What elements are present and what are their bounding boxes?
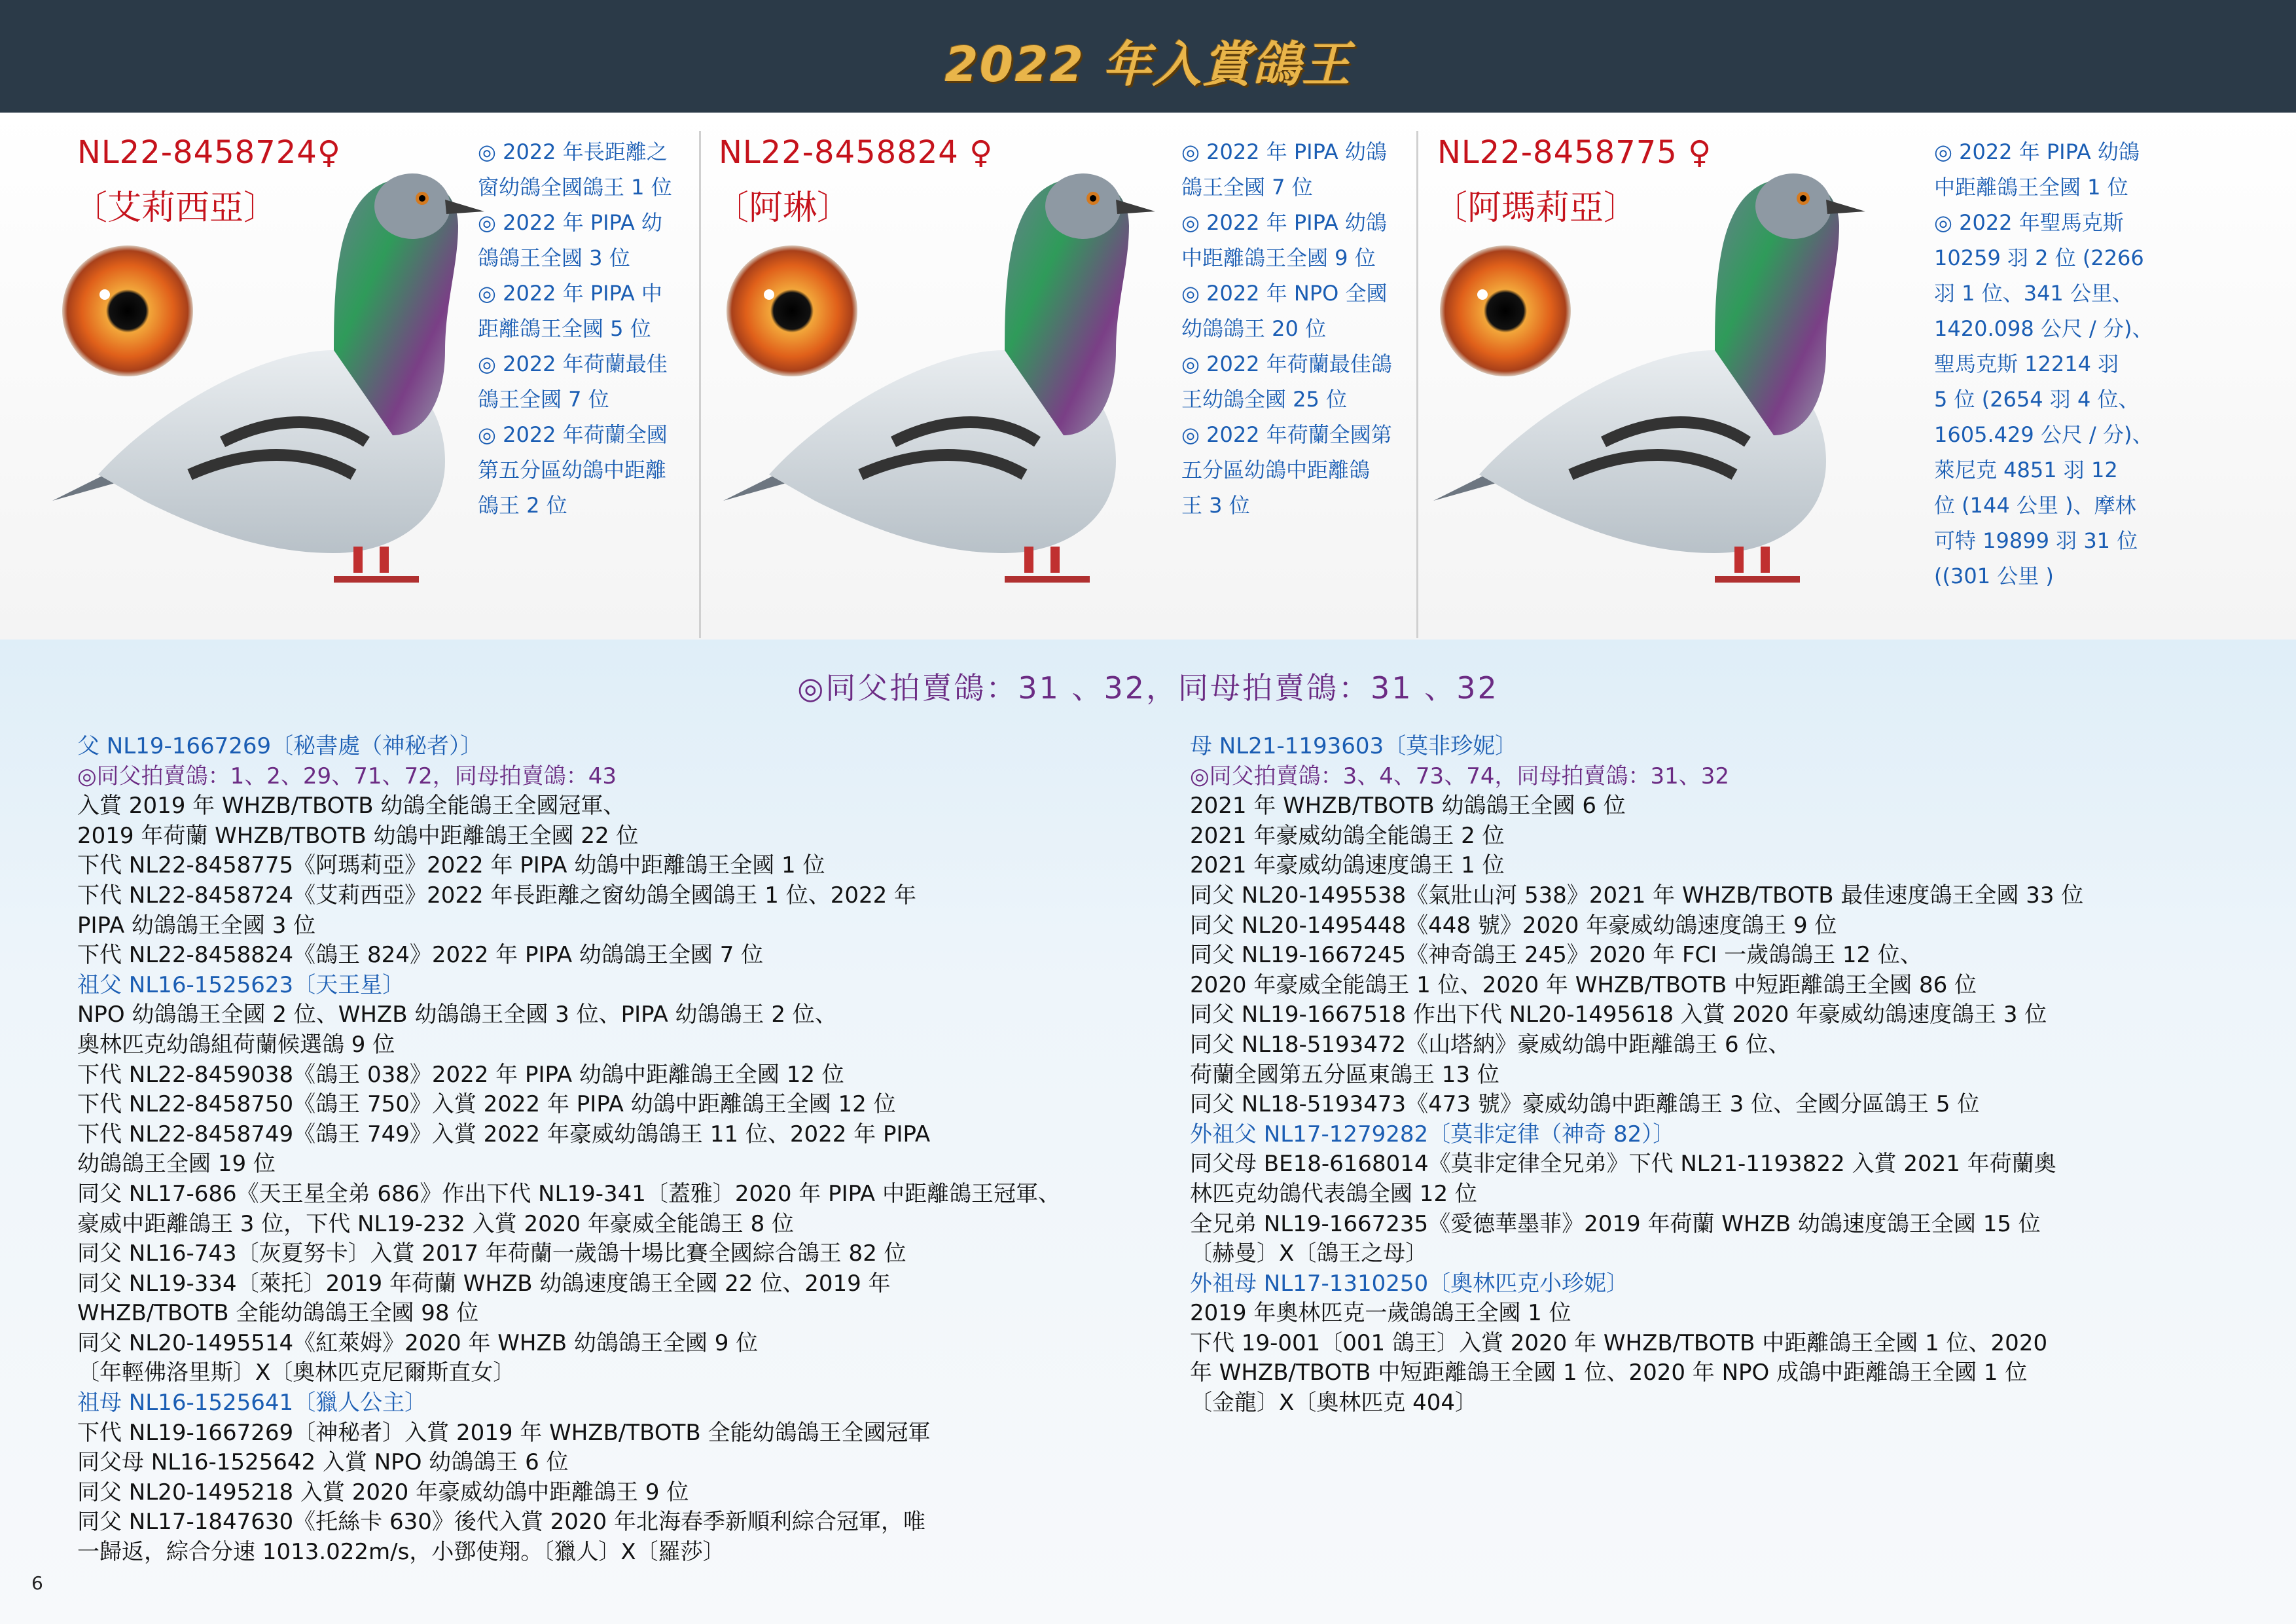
pedigree-line: 一歸返，綜合分速 1013.022m/s，小鄧使翔。〔獵人〕X〔羅莎〕 bbox=[77, 1539, 725, 1566]
pedigree-line: 林匹克幼鴿代表鴿全國 12 位 bbox=[1190, 1180, 1477, 1207]
auction-line: ◎同父拍賣鴿：31 、32，同母拍賣鴿：31 、32 bbox=[797, 670, 1499, 706]
pedigree-line: 同父 NL17-686《天王星全弟 686》作出下代 NL19-341〔蓋雅〕2020 年 PIPA 中距離鴿王冠軍、 bbox=[77, 1180, 1060, 1207]
pedigree-line: 豪威中距離鴿王 3 位，下代 NL19-232 入賞 2020 年豪威全能鴿王 8 位 bbox=[77, 1210, 795, 1237]
award-list bbox=[1934, 134, 2153, 594]
award-line: ((301 公里 ) bbox=[1934, 564, 2054, 588]
award-line: 第五分區幼鴿中距離 bbox=[478, 458, 667, 482]
pedigree-line: 同父 NL20-1495538《氣壯山河 538》2021 年 WHZB/TBOTB 最佳速度鴿王全國 33 位 bbox=[1190, 882, 2084, 909]
pigeon-name: 〔阿瑪莉亞〕 bbox=[1433, 189, 1638, 228]
award-line: 鴿王全國 7 位 bbox=[1181, 175, 1313, 200]
pigeon-name: 〔阿琳〕 bbox=[715, 189, 852, 228]
pedigree-line: 下代 NL22-8458749《鴿王 749》入賞 2022 年豪威幼鴿鴿王 11 位、2022 年 PIPA bbox=[77, 1121, 931, 1147]
award-line: 5 位 (2654 羽 4 位、 bbox=[1934, 387, 2140, 412]
pedigree-line: 下代 NL22-8458750《鴿王 750》入賞 2022 年 PIPA 幼鴿中距離鴿王全國 12 位 bbox=[77, 1091, 896, 1118]
award-list bbox=[1181, 134, 1392, 523]
auction-note: ◎同父拍賣鴿：1、2、29、71、72，同母拍賣鴿：43 bbox=[77, 763, 617, 789]
eye-image bbox=[1437, 242, 1574, 382]
award-line: ◎ 2022 年 PIPA 中 bbox=[478, 281, 662, 306]
pedigree-line: WHZB/TBOTB 全能幼鴿鴿王全國 98 位 bbox=[77, 1300, 479, 1327]
award-line: 中距離鴿王全國 1 位 bbox=[1934, 175, 2128, 200]
award-line: 1605.429 公尺 / 分)、 bbox=[1934, 422, 2153, 447]
award-line: ◎ 2022 年聖馬克斯 bbox=[1934, 210, 2124, 235]
pedigree-line: 同父母 BE18-6168014《莫非定律全兄弟》下代 NL21-1193822 入賞 2021 年荷蘭奧 bbox=[1190, 1151, 2056, 1178]
pedigree-line: 〔赫曼〕X〔鴿王之母〕 bbox=[1190, 1240, 1428, 1267]
award-line: ◎ 2022 年荷蘭最佳鴿 bbox=[1181, 352, 1392, 376]
ring-number: NL22-8458824 ♀ bbox=[719, 134, 994, 171]
ring-number: NL22-8458724♀ bbox=[77, 134, 341, 171]
auction-note: ◎同父拍賣鴿：3、4、73、74，同母拍賣鴿：31、32 bbox=[1190, 763, 1729, 789]
pedigree-line: 同父 NL19-1667518 作出下代 NL20-1495618 入賞 2020 年豪威幼鴿速度鴿王 3 位 bbox=[1190, 1001, 2047, 1028]
pedigree-line: 下代 NL22-8458824《鴿王 824》2022 年 PIPA 幼鴿鴿王全國 7 位 bbox=[77, 942, 764, 969]
pedigree-line: 下代 NL22-8458724《艾莉西亞》2022 年長距離之窗幼鴿全國鴿王 1 位、2022 年 bbox=[77, 882, 917, 909]
pedigree-line: 同父 NL19-1667245《神奇鴿王 245》2020 年 FCI 一歲鴿鴿王 12 位、 bbox=[1190, 942, 1922, 969]
award-line: ◎ 2022 年 NPO 全國 bbox=[1181, 281, 1388, 306]
award-line: 位 (144 公里 )、摩林 bbox=[1934, 493, 2136, 518]
pedigree-line: 下代 NL19-1667269〔神秘者〕入賞 2019 年 WHZB/TBOTB 全能幼鴿鴿王全國冠軍 bbox=[77, 1419, 931, 1446]
page-number: 6 bbox=[31, 1572, 43, 1594]
pedigree-line: 同父母 NL16-1525642 入賞 NPO 幼鴿鴿王 6 位 bbox=[77, 1449, 569, 1476]
pedigree-line: 同父 NL18-5193473《473 號》豪威幼鴿中距離鴿王 3 位、全國分區鴿王 5 位 bbox=[1190, 1091, 1980, 1118]
award-line: 鴿鴿王全國 3 位 bbox=[478, 245, 630, 270]
award-line: ◎ 2022 年 PIPA 幼 bbox=[478, 210, 662, 235]
page-title: 2022 年入賞鴿王 bbox=[944, 37, 1352, 93]
pedigree-line: 2021 年 WHZB/TBOTB 幼鴿鴿王全國 6 位 bbox=[1190, 793, 1626, 820]
ancestor-heading: 外祖母 NL17-1310250〔奧林匹克小珍妮〕 bbox=[1190, 1270, 1629, 1297]
pedigree-line: 〔年輕佛洛里斯〕X〔奧林匹克尼爾斯直女〕 bbox=[77, 1360, 516, 1386]
pigeon-name: 〔艾莉西亞〕 bbox=[73, 189, 278, 228]
pedigree-line: 幼鴿鴿王全國 19 位 bbox=[77, 1151, 276, 1178]
award-line: 五分區幼鴿中距離鴿 bbox=[1181, 458, 1371, 482]
award-line: ◎ 2022 年荷蘭全國 bbox=[478, 422, 668, 447]
eye-image bbox=[59, 242, 196, 382]
award-list bbox=[478, 134, 672, 523]
award-line: ◎ 2022 年 PIPA 幼鴿 bbox=[1181, 210, 1387, 235]
pedigree-line: 同父 NL19-334〔萊托〕2019 年荷蘭 WHZB 幼鴿速度鴿王全國 22 位、2019 年 bbox=[77, 1270, 891, 1297]
award-line: 聖馬克斯 12214 羽 bbox=[1934, 352, 2119, 376]
pedigree-line: NPO 幼鴿鴿王全國 2 位、WHZB 幼鴿鴿王全國 3 位、PIPA 幼鴿鴿王 2 位、 bbox=[77, 1001, 837, 1028]
ancestor-heading: 外祖父 NL17-1279282〔莫非定律（神奇 82）〕 bbox=[1190, 1121, 1676, 1147]
pedigree-line: 下代 19-001〔001 鴿王〕入賞 2020 年 WHZB/TBOTB 中距離鴿王全國 1 位、2020 bbox=[1190, 1329, 2048, 1356]
award-line: ◎ 2022 年 PIPA 幼鴿 bbox=[1934, 139, 2140, 164]
pedigree-line: 同父 NL20-1495448《448 號》2020 年豪威幼鴿速度鴿王 9 位 bbox=[1190, 912, 1837, 939]
pedigree-line: 下代 NL22-8458775《阿瑪莉亞》2022 年 PIPA 幼鴿中距離鴿王全國 1 位 bbox=[77, 852, 825, 879]
pedigree-line: 同父 NL17-1847630《托絲卡 630》後代入賞 2020 年北海春季新順利綜合冠軍，唯 bbox=[77, 1509, 925, 1536]
pedigree-line: 2020 年豪威全能鴿王 1 位、2020 年 WHZB/TBOTB 中短距離鴿王全國 86 位 bbox=[1190, 971, 1977, 998]
pedigree-line: 同父 NL16-743〔灰夏努卡〕入賞 2017 年荷蘭一歲鴿十場比賽全國綜合鴿王 82 位 bbox=[77, 1240, 906, 1267]
pedigree-line: 年 WHZB/TBOTB 中短距離鴿王全國 1 位、2020 年 NPO 成鴿中距離鴿王全國 1 位 bbox=[1190, 1360, 2028, 1386]
pedigree-line: 全兄弟 NL19-1667235《愛德華墨菲》2019 年荷蘭 WHZB 幼鴿速度鴿王全國 15 位 bbox=[1190, 1210, 2041, 1237]
pedigree-line: 2021 年豪威幼鴿速度鴿王 1 位 bbox=[1190, 852, 1505, 879]
award-line: ◎ 2022 年長距離之 bbox=[478, 139, 668, 164]
award-line: 距離鴿王全國 5 位 bbox=[478, 316, 651, 341]
award-line: 鴿王全國 7 位 bbox=[478, 387, 609, 412]
award-line: 王幼鴿全國 25 位 bbox=[1181, 387, 1348, 412]
pedigree-line: 入賞 2019 年 WHZB/TBOTB 幼鴿全能鴿王全國冠軍、 bbox=[77, 793, 626, 820]
pedigree-line: 同父 NL20-1495218 入賞 2020 年豪威幼鴿中距離鴿王 9 位 bbox=[77, 1479, 689, 1506]
ancestor-heading: 父 NL19-1667269〔秘書處（神秘者）〕 bbox=[77, 733, 483, 759]
sire-pedigree-column bbox=[77, 732, 1060, 1568]
ancestor-heading: 母 NL21-1193603〔莫非珍妮〕 bbox=[1190, 733, 1518, 759]
ancestor-heading: 祖母 NL16-1525641〔獵人公主〕 bbox=[77, 1390, 427, 1416]
pedigree-line: 2021 年豪威幼鴿全能鴿王 2 位 bbox=[1190, 822, 1505, 849]
dam-pedigree-column bbox=[1190, 732, 2083, 1418]
award-line: 幼鴿鴿王 20 位 bbox=[1181, 316, 1327, 341]
ancestor-heading: 祖父 NL16-1525623〔天王星〕 bbox=[77, 971, 405, 998]
pedigree-line: 奧林匹克幼鴿組荷蘭候選鴿 9 位 bbox=[77, 1031, 395, 1058]
award-line: 窗幼鴿全國鴿王 1 位 bbox=[478, 175, 672, 200]
pedigree-line: 〔金龍〕X〔奧林匹克 404〕 bbox=[1190, 1390, 1477, 1416]
pedigree-line: 2019 年荷蘭 WHZB/TBOTB 幼鴿中距離鴿王全國 22 位 bbox=[77, 822, 639, 849]
award-line: 萊尼克 4851 羽 12 bbox=[1934, 458, 2118, 482]
award-line: 鴿王 2 位 bbox=[478, 493, 567, 518]
award-line: ◎ 2022 年 PIPA 幼鴿 bbox=[1181, 139, 1387, 164]
pedigree-line: 荷蘭全國第五分區東鴿王 13 位 bbox=[1190, 1061, 1499, 1088]
award-line: 王 3 位 bbox=[1181, 493, 1250, 518]
award-line: 可特 19899 羽 31 位 bbox=[1934, 528, 2138, 553]
pedigree-line: 同父 NL18-5193472《山塔納》豪威幼鴿中距離鴿王 6 位、 bbox=[1190, 1031, 1791, 1058]
award-line: 1420.098 公尺 / 分)、 bbox=[1934, 316, 2153, 341]
pedigree-line: 下代 NL22-8459038《鴿王 038》2022 年 PIPA 幼鴿中距離鴿王全國 12 位 bbox=[77, 1061, 844, 1088]
award-line: 中距離鴿王全國 9 位 bbox=[1181, 245, 1376, 270]
eye-image bbox=[723, 242, 861, 382]
award-line: 羽 1 位、341 公里、 bbox=[1934, 281, 2133, 306]
pedigree-line: 2019 年奧林匹克一歲鴿鴿王全國 1 位 bbox=[1190, 1300, 1571, 1327]
award-line: ◎ 2022 年荷蘭全國第 bbox=[1181, 422, 1392, 447]
pedigree-line: 同父 NL20-1495514《紅萊姆》2020 年 WHZB 幼鴿鴿王全國 9 位 bbox=[77, 1329, 759, 1356]
award-line: 10259 羽 2 位 (2266 bbox=[1934, 245, 2144, 270]
ring-number: NL22-8458775 ♀ bbox=[1437, 134, 1712, 171]
pedigree-line: PIPA 幼鴿鴿王全國 3 位 bbox=[77, 912, 316, 939]
award-line: ◎ 2022 年荷蘭最佳 bbox=[478, 352, 668, 376]
